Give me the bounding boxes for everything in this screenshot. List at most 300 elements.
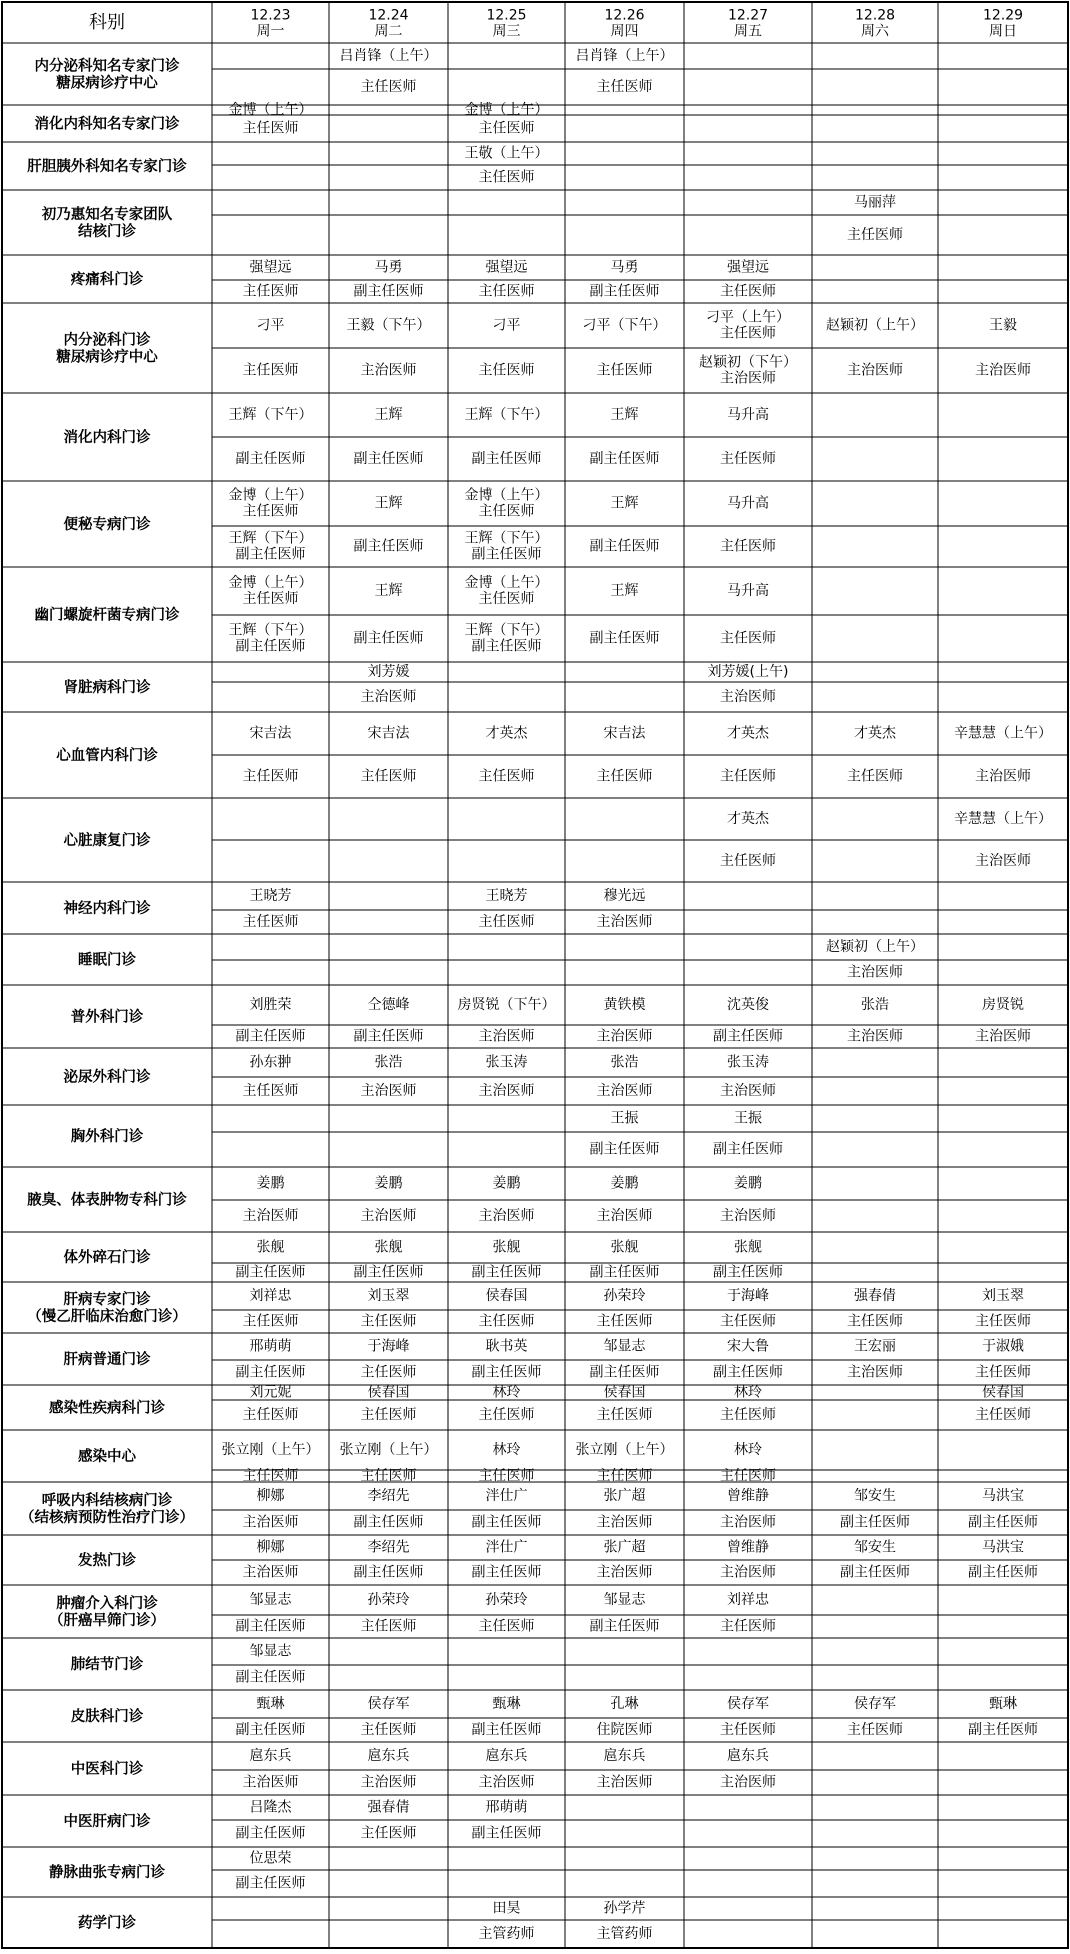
doctor-name-cell: 房贤锐（下午） [457, 997, 556, 1013]
doctor-name-cell: 于海峰 [367, 1338, 410, 1355]
doctor-title-cell: 副主任医师 [589, 1141, 660, 1158]
doctor-title-cell: 主治医师 [720, 1774, 776, 1791]
doctor-title-cell: 副主任医师 [713, 1028, 783, 1045]
doctor-name-cell: 马洪宝 [982, 1488, 1024, 1504]
doctor-title-cell: 副主任医师 [713, 1364, 783, 1381]
department-name: 腋臭、体表肿物专科门诊 [27, 1192, 187, 1209]
doctor-name-cell: 侯存军 [727, 1696, 769, 1712]
department-name: 睡眠门诊 [78, 952, 136, 969]
doctor-title-cell: 主任医师 [242, 362, 299, 379]
doctor-name-cell: 姜鹏 [374, 1175, 403, 1192]
doctor-name-cell: 姜鹏 [734, 1175, 762, 1192]
doctor-title-cell: 王辉（下午）副主任医师 [228, 622, 313, 655]
doctor-title-cell: 主治医师 [847, 1028, 903, 1045]
doctor-title-cell: 主任医师 [975, 1407, 1031, 1423]
doctor-title-cell: 主任医师 [242, 914, 299, 930]
doctor-name-cell: 邹显志 [603, 1592, 646, 1608]
doctor-title-cell: 主治医师 [596, 1564, 653, 1581]
doctor-title-cell: 主任医师 [847, 768, 903, 785]
doctor-name-cell: 张浩 [374, 1054, 403, 1071]
doctor-title-cell: 副主任医师 [713, 1141, 783, 1158]
doctor-name-cell: 李绍先 [367, 1488, 410, 1504]
department-row [64, 1240, 784, 1281]
doctor-title-cell: 主任医师 [478, 1468, 535, 1484]
doctor-title-cell: 主治医师 [975, 768, 1031, 785]
department-name: 感染中心 [78, 1449, 136, 1465]
doctor-name-cell: 强望远 [249, 259, 292, 276]
doctor-name-cell: 王毅（下午） [346, 317, 431, 334]
department-row [64, 486, 777, 562]
doctor-name-cell: 孙东翀 [249, 1054, 292, 1071]
doctor-name-cell: 强望远 [727, 259, 769, 276]
doctor-name-cell: 侯春国 [485, 1288, 528, 1304]
doctor-title-cell: 副主任医师 [353, 1264, 424, 1281]
doctor-title-cell: 主治医师 [720, 689, 776, 705]
doctor-name-cell: 张广超 [603, 1488, 646, 1504]
doctor-title-cell: 主任医师 [478, 1618, 535, 1635]
doctor-title-cell: 主任医师 [360, 1618, 417, 1635]
doctor-name-cell: 辛慧慧（上午） [954, 725, 1052, 742]
doctor-title-cell: 副主任医师 [235, 1722, 306, 1738]
doctor-title-cell: 副主任医师 [589, 451, 660, 467]
doctor-title-cell: 主任医师 [478, 768, 535, 785]
doctor-name-cell: 仝德峰 [367, 997, 410, 1013]
doctor-title-cell: 副主任医师 [353, 538, 424, 555]
doctor-title-cell: 主任医师 [242, 1468, 299, 1484]
doctor-title-cell: 副主任医师 [353, 630, 424, 647]
doctor-name-cell: 沈英俊 [727, 997, 769, 1013]
doctor-title-cell: 主治医师 [720, 1564, 776, 1581]
doctor-name-cell: 张浩 [610, 1054, 639, 1071]
doctor-title-cell: 主任医师 [478, 914, 535, 930]
doctor-title-cell: 主治医师 [478, 1083, 535, 1099]
doctor-name-cell: 赵颖初（上午） [826, 317, 924, 334]
doctor-title-cell: 主治医师 [847, 362, 903, 379]
doctor-title-cell: 副主任医师 [589, 1264, 660, 1281]
department-row [64, 887, 653, 930]
doctor-title-cell: 副主任医师 [235, 1264, 306, 1281]
doctor-title-cell: 副主任医师 [353, 283, 424, 300]
day-column-header: 12.27 周五 [727, 7, 769, 40]
doctor-name-cell: 马勇 [374, 259, 403, 276]
department-name: 肾脏病科门诊 [63, 680, 151, 696]
department-row [35, 574, 777, 655]
doctor-name-cell: 张玉涛 [485, 1054, 528, 1071]
doctor-title-cell: 副主任医师 [471, 451, 542, 467]
doctor-title-cell: 主治医师 [360, 689, 417, 705]
doctor-title-cell: 副主任医师 [968, 1514, 1038, 1531]
doctor-title-cell: 副主任医师 [353, 1514, 424, 1531]
doctor-name-cell: 田昊 [492, 1900, 521, 1917]
doctor-title-cell: 主治医师 [596, 1208, 653, 1224]
department-name: 心脏康复门诊 [63, 833, 151, 849]
department-name: 感染性疾病科门诊 [49, 1400, 165, 1417]
doctor-name-cell: 孙荣玲 [485, 1592, 528, 1608]
doctor-title-cell: 主任医师 [720, 538, 776, 555]
doctor-title-cell: 主任医师 [478, 1407, 535, 1423]
department-name: 消化内科门诊 [63, 430, 151, 446]
doctor-title-cell: 副主任医师 [840, 1564, 910, 1581]
department-name: 消化内科知名专家门诊 [34, 116, 180, 133]
doctor-title-cell: 主任医师 [847, 1722, 903, 1738]
doctor-title-cell: 主治医师 [596, 1028, 653, 1045]
doctor-title-cell: 副主任医师 [589, 538, 660, 555]
doctor-title-cell: 主任医师 [596, 1313, 653, 1330]
department-row [71, 1643, 306, 1686]
doctor-name-cell: 张舰 [610, 1239, 639, 1256]
doctor-title-cell: 主任医师 [847, 227, 903, 243]
doctor-title-cell: 副主任医师 [471, 1364, 542, 1381]
doctor-name-cell: 王晓芳 [485, 888, 528, 904]
doctor-name-cell: 刁平（下午） [582, 317, 667, 334]
doctor-name-cell: 王辉 [610, 583, 639, 599]
doctor-name-cell: 柳娜 [256, 1488, 285, 1504]
department-row [64, 663, 789, 705]
doctor-title-cell: 主任医师 [720, 1618, 776, 1635]
doctor-title-cell: 副主任医师 [235, 451, 306, 467]
department-row [64, 1338, 1032, 1381]
doctor-name-cell: 张立刚（上午） [221, 1442, 320, 1458]
department-name: 普外科门诊 [70, 1009, 144, 1026]
doctor-name-cell: 李绍先 [367, 1539, 410, 1556]
doctor-name-cell: 泮仕广 [485, 1488, 528, 1504]
doctor-title-cell: 主任医师 [720, 1468, 776, 1484]
doctor-title-cell: 主任医师 [596, 1407, 653, 1423]
doctor-name-cell: 王辉（下午） [228, 407, 313, 423]
department-name: 胸外科门诊 [70, 1129, 144, 1145]
doctor-title-cell: 主治医师 [596, 914, 653, 930]
doctor-title-cell: 主任医师 [360, 1825, 417, 1842]
doctor-title-cell: 主任医师 [360, 1313, 417, 1330]
doctor-name-cell: 房贤锐 [982, 997, 1024, 1013]
doctor-name-cell: 马升高 [727, 583, 769, 599]
doctor-name-cell: 耿书英 [485, 1338, 528, 1355]
doctor-title-cell: 副主任医师 [968, 1564, 1038, 1581]
doctor-name-cell: 王辉 [610, 407, 639, 423]
doctor-title-cell: 主任医师 [596, 1468, 653, 1484]
doctor-name-cell: 宋吉法 [367, 725, 410, 742]
day-column-header: 12.25 周三 [486, 7, 527, 40]
doctor-name-cell: 邢萌萌 [485, 1799, 528, 1816]
doctor-title-cell: 主治医师 [242, 1514, 299, 1531]
day-column-header: 12.23 周一 [250, 7, 291, 40]
doctor-title-cell: 主治医师 [242, 1564, 299, 1581]
doctor-name-cell: 侯存军 [854, 1696, 896, 1712]
doctor-title-cell: 主任医师 [720, 853, 776, 869]
doctor-name-cell: 姜鹏 [610, 1175, 639, 1192]
doctor-title-cell: 副主任医师 [471, 1825, 542, 1842]
day-column-header: 12.28 周六 [854, 7, 896, 40]
doctor-name-cell: 才英杰 [727, 811, 769, 827]
doctor-title-cell: 副主任医师 [589, 1364, 660, 1381]
department-row [27, 1287, 1031, 1330]
doctor-name-cell: 吕肖锋（上午） [575, 48, 674, 64]
doctor-title-cell: 住院医师 [596, 1722, 653, 1738]
doctor-name-cell: 刘胜荣 [249, 997, 292, 1013]
doctor-name-cell: 辛慧慧（上午） [954, 811, 1052, 827]
department-row [78, 1900, 653, 1943]
doctor-title-cell: 主任医师 [847, 1313, 903, 1330]
doctor-name-cell: 柳娜 [256, 1539, 285, 1556]
doctor-name-cell: 穆光远 [603, 888, 646, 904]
department-name: 体外碎石门诊 [63, 1250, 151, 1266]
doctor-name-cell: 刘祥忠 [249, 1288, 292, 1304]
doctor-name-cell: 王辉 [610, 495, 639, 512]
doctor-name-cell: 马升高 [727, 495, 769, 512]
department-name: 初乃惠知名专家团队结核门诊 [41, 207, 173, 240]
doctor-title-cell: 主治医师 [242, 1208, 299, 1224]
doctor-name-cell: 姜鹏 [256, 1175, 285, 1192]
department-name: 幽门螺旋杆菌专病门诊 [34, 607, 180, 624]
doctor-title-cell: 主任医师 [478, 120, 535, 137]
department-row [78, 938, 924, 981]
department-row [64, 1054, 777, 1100]
doctor-title-cell: 主任医师 [596, 362, 653, 379]
department-row [49, 1591, 776, 1635]
doctor-name-cell: 邹显志 [603, 1338, 646, 1355]
department-name: 肺结节门诊 [70, 1657, 144, 1673]
grid-lines [2, 2, 1068, 1948]
table-border [2, 2, 1068, 1948]
doctor-name-cell: 张立刚（上午） [339, 1442, 438, 1458]
doctor-name-cell: 金博（上午）主任医师 [228, 487, 313, 520]
doctor-title-cell: 主任医师 [360, 79, 417, 95]
doctor-name-cell: 张舰 [256, 1239, 285, 1256]
department-name: 中医肝病门诊 [63, 1814, 151, 1830]
doctor-name-cell: 扈东兵 [249, 1748, 292, 1764]
doctor-name-cell: 强春倩 [854, 1288, 896, 1304]
doctor-name-cell: 侯存军 [367, 1696, 410, 1712]
doctor-name-cell: 邹显志 [249, 1592, 292, 1608]
department-row [71, 1747, 776, 1791]
doctor-title-cell: 主任医师 [975, 1313, 1031, 1330]
doctor-name-cell: 张立刚（上午） [575, 1442, 674, 1458]
doctor-title-cell: 副主任医师 [353, 451, 424, 467]
department-name: 肝病普通门诊 [63, 1352, 151, 1368]
doctor-title-cell: 主治医师 [847, 964, 903, 981]
doctor-name-cell: 金博（上午）主任医师 [228, 574, 313, 608]
doctor-name-cell: 扈东兵 [367, 1748, 410, 1764]
doctor-name-cell: 张玉涛 [727, 1054, 769, 1071]
doctor-name-cell: 王晓芳 [249, 888, 292, 904]
doctor-name-cell: 邹安生 [854, 1539, 896, 1556]
doctor-title-cell: 主治医师 [360, 362, 417, 379]
doctor-name-cell: 邢萌萌 [249, 1338, 292, 1355]
doctor-title-cell: 主任医师 [360, 1468, 417, 1484]
doctor-title-cell: 主治医师 [847, 1364, 903, 1381]
department-row [71, 1110, 783, 1158]
doctor-title-cell: 副主任医师 [235, 1618, 306, 1635]
doctor-title-cell: 副主任医师 [589, 1618, 660, 1635]
doctor-name-cell: 金博（上午） [464, 102, 549, 118]
department-row [20, 1487, 1038, 1531]
doctor-title-cell: 主任医师 [360, 1407, 417, 1423]
doctor-title-cell: 主任医师 [596, 768, 653, 785]
department-name: 皮肤科门诊 [70, 1709, 144, 1725]
department-row [71, 259, 776, 300]
doctor-title-cell: 主治医师 [720, 1083, 776, 1099]
doctor-title-cell: 副主任医师 [589, 630, 660, 647]
doctor-name-cell: 曾维静 [727, 1539, 769, 1556]
doctor-name-cell: 扈东兵 [727, 1748, 769, 1764]
doctor-title-cell: 主任医师 [360, 1722, 417, 1738]
doctor-name-cell: 宋吉法 [603, 725, 646, 742]
department-name: 发热门诊 [78, 1553, 136, 1569]
department-row [35, 47, 674, 95]
doctor-title-cell: 主治医师 [975, 362, 1031, 379]
department-name: 肿瘤介入科门诊（肝癌早筛门诊） [49, 1596, 165, 1629]
doctor-title-cell: 主管药师 [596, 1926, 653, 1942]
department-name: 泌尿外科门诊 [63, 1069, 151, 1086]
doctor-name-cell: 孙荣玲 [603, 1288, 646, 1304]
doctor-title-cell: 副主任医师 [968, 1722, 1038, 1738]
doctor-title-cell: 副主任医师 [471, 1722, 542, 1738]
doctor-title-cell: 王辉（下午）副主任医师 [228, 530, 313, 563]
department-name: 内分泌科门诊糖尿病诊疗中心 [56, 332, 158, 366]
department-name: 便秘专病门诊 [63, 517, 151, 533]
doctor-title-cell: 主任医师 [242, 1083, 299, 1099]
department-name: 内分泌科知名专家门诊糖尿病诊疗中心 [34, 58, 180, 92]
doctor-title-cell: 副主任医师 [235, 1825, 306, 1842]
doctor-name-cell: 王敬（上午） [464, 145, 549, 162]
doctor-name-cell: 吕隆杰 [249, 1799, 292, 1816]
doctor-title-cell: 副主任医师 [235, 1028, 306, 1045]
department-name: 疼痛科门诊 [70, 272, 144, 288]
doctor-title-cell: 主任医师 [596, 79, 653, 95]
doctor-name-cell: 宋吉法 [249, 725, 292, 742]
doctor-name-cell: 于海峰 [727, 1288, 769, 1304]
doctor-name-cell: 刘祥忠 [727, 1592, 769, 1608]
doctor-name-cell: 马丽萍 [854, 194, 896, 211]
doctor-title-cell: 副主任医师 [353, 1564, 424, 1581]
doctor-name-cell: 强望远 [485, 259, 528, 276]
doctor-name-cell: 张舰 [374, 1239, 403, 1256]
schedule-body [20, 47, 1052, 1942]
doctor-title-cell: 主治医师 [242, 1774, 299, 1791]
doctor-name-cell: 林玲 [492, 1384, 521, 1401]
doctor-name-cell: 甄琳 [492, 1696, 521, 1712]
doctor-name-cell: 刘玉翠 [982, 1288, 1024, 1304]
department-name: 呼吸内科结核病门诊（结核病预防性治疗门诊） [20, 1493, 194, 1526]
doctor-name-cell: 王毅 [989, 317, 1017, 334]
doctor-name-cell: 王振 [734, 1110, 762, 1127]
doctor-title-cell: 主任医师 [360, 768, 417, 785]
doctor-title-cell: 副主任医师 [589, 283, 660, 300]
doctor-name-cell: 泮仕广 [485, 1539, 528, 1556]
doctor-name-cell: 扈东兵 [485, 1748, 528, 1764]
doctor-title-cell: 王辉（下午）副主任医师 [464, 622, 549, 655]
doctor-name-cell: 王振 [610, 1110, 639, 1127]
doctor-title-cell: 主任医师 [720, 283, 776, 300]
doctor-name-cell: 林玲 [734, 1384, 762, 1401]
doctor-title-cell: 主任医师 [720, 630, 776, 647]
doctor-title-cell: 主任医师 [478, 362, 535, 379]
doctor-name-cell: 马洪宝 [982, 1539, 1024, 1556]
doctor-name-cell: 才英杰 [485, 725, 528, 742]
department-name: 中医科门诊 [70, 1761, 144, 1778]
department-name: 肝病专家门诊（慢乙肝临床治愈门诊） [27, 1292, 187, 1325]
doctor-title-cell: 主任医师 [242, 120, 299, 137]
doctor-name-cell: 林玲 [734, 1442, 762, 1458]
department-name: 肝胆胰外科知名专家门诊 [27, 159, 187, 175]
doctor-title-cell: 主治医师 [596, 1774, 653, 1791]
doctor-title-cell: 王辉（下午）副主任医师 [464, 530, 549, 563]
doctor-name-cell: 张舰 [492, 1239, 521, 1256]
doctor-title-cell: 主治医师 [478, 1208, 535, 1224]
doctor-name-cell: 侯春国 [982, 1384, 1024, 1401]
doctor-title-cell: 主任医师 [478, 169, 535, 186]
doctor-name-cell: 张舰 [734, 1239, 762, 1256]
doctor-title-cell: 副主任医师 [235, 1364, 306, 1381]
day-column-header: 12.24 周二 [368, 7, 409, 40]
doctor-name-cell: 吕肖锋（上午） [339, 48, 438, 64]
doctor-title-cell: 主任医师 [720, 1722, 776, 1738]
department-row [35, 101, 549, 137]
doctor-name-cell: 才英杰 [727, 725, 769, 742]
doctor-name-cell: 刁平 [492, 317, 521, 334]
doctor-name-cell: 林玲 [492, 1442, 521, 1458]
doctor-name-cell: 宋大鲁 [727, 1338, 769, 1355]
doctor-name-cell: 马升高 [727, 407, 769, 423]
doctor-name-cell: 甄琳 [989, 1696, 1017, 1712]
doctor-name-cell: 王辉 [374, 407, 403, 423]
doctor-title-cell: 副主任医师 [353, 1028, 424, 1045]
doctor-title-cell: 副主任医师 [235, 1669, 306, 1686]
doctor-name-cell: 黄铁模 [603, 997, 646, 1013]
doctor-title-cell: 主任医师 [975, 1364, 1031, 1381]
doctor-name-cell: 金博（上午） [228, 102, 313, 118]
doctor-title-cell: 主治医师 [478, 1774, 535, 1791]
doctor-name-cell: 孙荣玲 [367, 1592, 410, 1608]
department-row [71, 1695, 1038, 1738]
doctor-name-cell: 曾维静 [727, 1488, 769, 1504]
doctor-title-cell: 主任医师 [242, 283, 299, 300]
department-name: 药学门诊 [78, 1915, 136, 1932]
doctor-title-cell: 副主任医师 [471, 1564, 542, 1581]
day-column-header: 12.26 周四 [604, 7, 645, 40]
doctor-title-cell: 主任医师 [360, 1364, 417, 1381]
doctor-name-cell: 刁平（上午）主任医师 [706, 309, 790, 342]
doctor-title-cell: 赵颖初（下午）主治医师 [699, 354, 797, 387]
doctor-title-cell: 主治医师 [360, 1774, 417, 1791]
doctor-name-cell: 刘芳媛(上午) [707, 664, 789, 680]
doctor-title-cell: 副主任医师 [713, 1264, 783, 1281]
doctor-title-cell: 主任医师 [242, 768, 299, 785]
doctor-title-cell: 主治医师 [596, 1514, 653, 1531]
doctor-name-cell: 邹安生 [854, 1488, 896, 1504]
doctor-title-cell: 主任医师 [720, 768, 776, 785]
doctor-title-cell: 副主任医师 [235, 1875, 306, 1892]
doctor-name-cell: 孙学芹 [603, 1900, 646, 1917]
department-row [41, 195, 903, 244]
doctor-title-cell: 副主任医师 [471, 1514, 542, 1531]
doctor-title-cell: 主治医师 [975, 1028, 1031, 1045]
doctor-name-cell: 位思荣 [249, 1850, 292, 1867]
department-row [49, 1851, 306, 1892]
doctor-title-cell: 主任医师 [478, 1313, 535, 1330]
doctor-title-cell: 主治医师 [596, 1083, 653, 1099]
doctor-title-cell: 主治医师 [360, 1208, 417, 1224]
department-row [49, 1384, 1031, 1424]
doctor-title-cell: 主治医师 [720, 1514, 776, 1531]
doctor-name-cell: 姜鹏 [492, 1175, 521, 1192]
doctor-name-cell: 马勇 [610, 259, 639, 276]
doctor-title-cell: 主任医师 [478, 283, 535, 300]
department-name: 心血管内科门诊 [56, 748, 158, 764]
doctor-name-cell: 赵颖初（上午） [826, 939, 924, 955]
department-column-header: 科别 [89, 12, 125, 33]
doctor-name-cell: 强春倩 [367, 1799, 410, 1816]
